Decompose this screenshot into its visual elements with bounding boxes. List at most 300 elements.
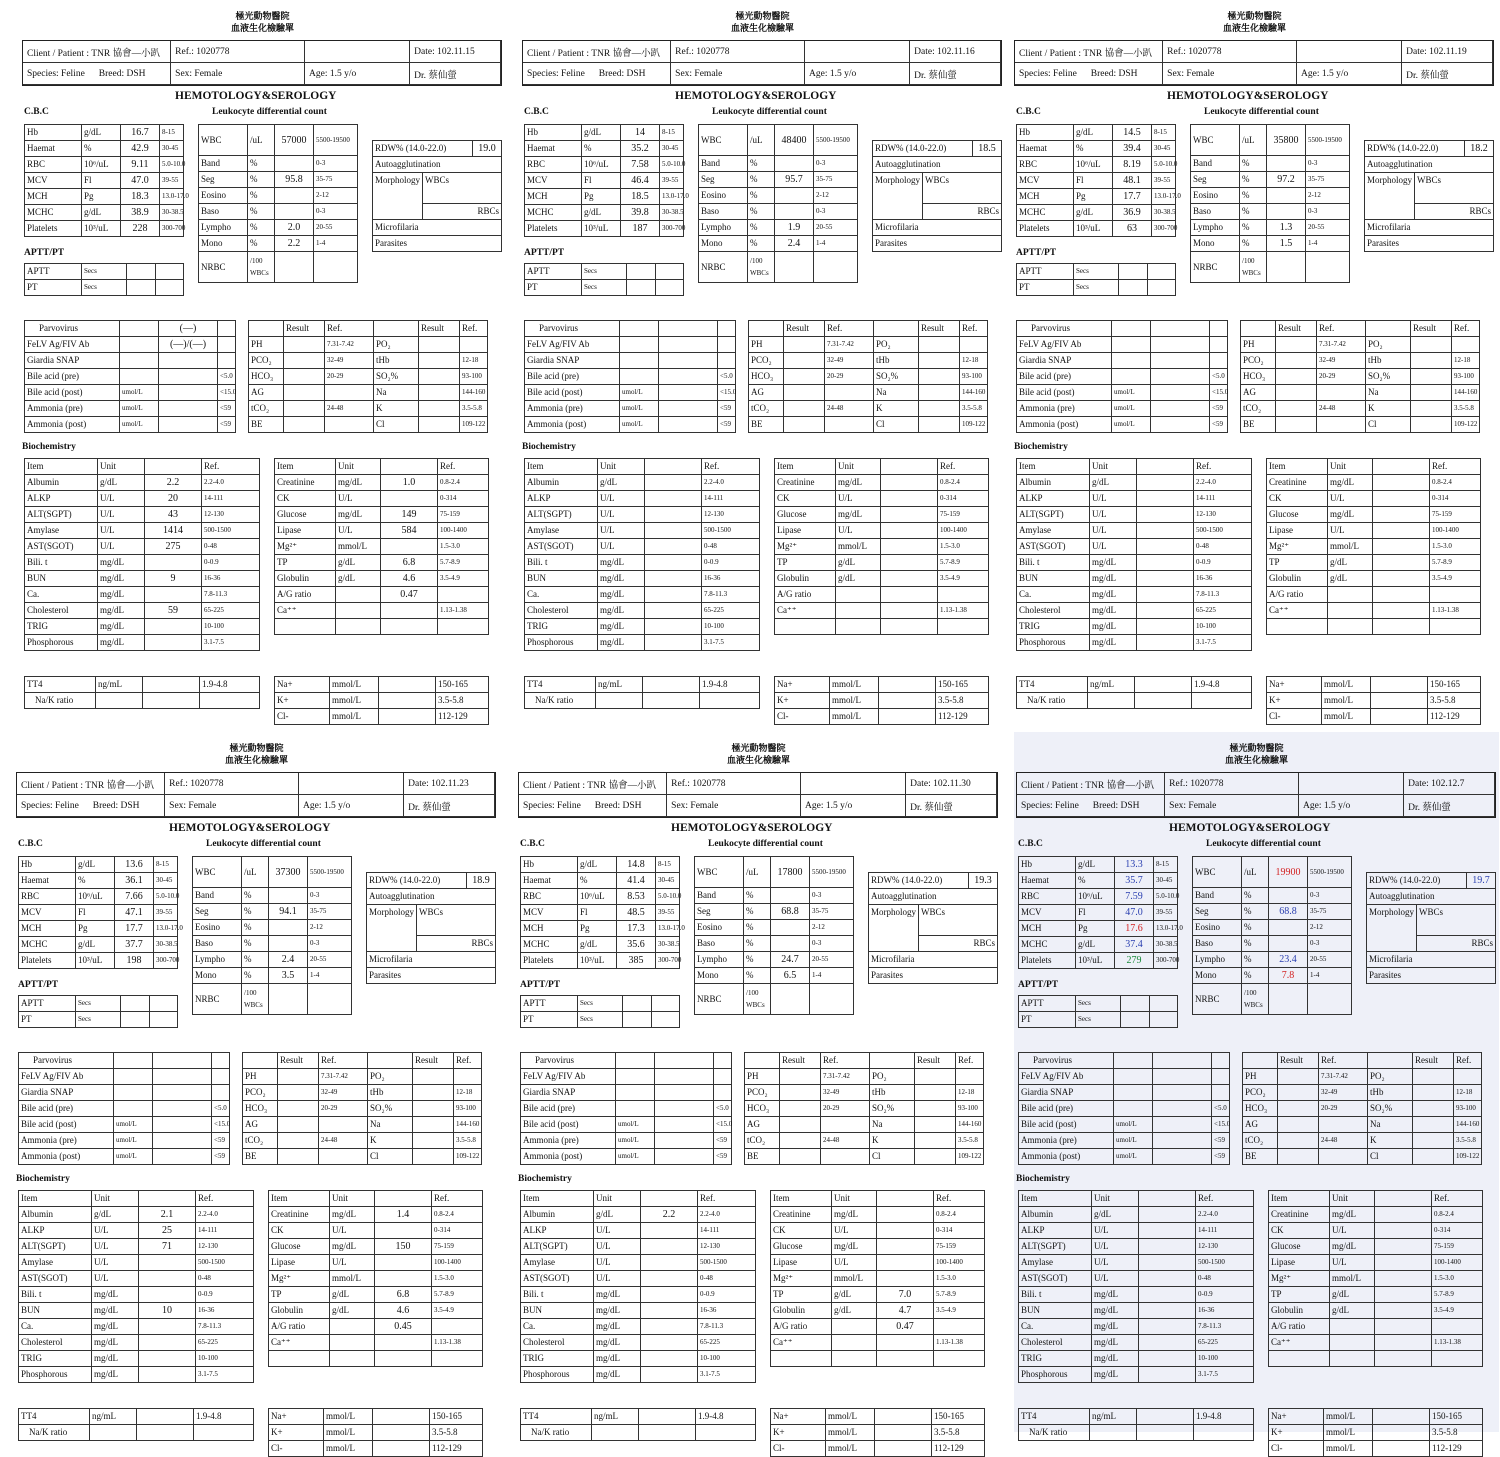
serology-ref: <5.0: [714, 1101, 732, 1117]
serology-unit: umol/L: [616, 1117, 655, 1133]
leuko-row: [699, 172, 858, 188]
serology-value: [659, 385, 718, 401]
gas-item2: Na: [870, 1117, 915, 1133]
bio-value: [641, 1335, 698, 1351]
gas-row: [749, 417, 988, 433]
microfilaria-label: Microfilaria: [1365, 220, 1494, 236]
serology-ref: <15.0: [218, 385, 236, 401]
nrbc-unit-bottom: WBCs: [746, 1001, 765, 1009]
gas-item: HCO₃: [243, 1101, 278, 1117]
elec-unit: mmol/L: [830, 709, 879, 725]
leuko-title: Leukocyte differential count: [212, 107, 327, 117]
gas-result2: [919, 337, 960, 353]
bio-item: Mg²⁺: [269, 1271, 330, 1287]
leuko-item: Baso: [193, 936, 242, 952]
elec-unit: mmol/L: [1324, 1441, 1373, 1457]
serology-unit: [114, 1069, 153, 1085]
cbc-unit: 10³/uL: [82, 221, 121, 237]
cbc-value: 37.7: [115, 937, 154, 953]
bio-row: [775, 539, 989, 555]
serology-value: [153, 1117, 212, 1133]
bio-unit: g/dL: [1328, 571, 1373, 587]
parasites-label: Parasites: [367, 968, 496, 984]
serology-row: [521, 1117, 732, 1133]
serology-row: [1019, 1133, 1230, 1149]
leuko-ref: 1-4: [1306, 236, 1350, 252]
cbc-ref: 39-55: [160, 173, 184, 189]
bio-ref: 0.8-2.4: [938, 475, 989, 491]
wbc-value: 57000: [275, 125, 314, 156]
nak-value: [1135, 693, 1192, 709]
bio-value: [381, 619, 438, 635]
bio-value: 584: [381, 523, 438, 539]
hemo-section-title: HEMOTOLOGY&SEROLOGY: [169, 822, 331, 834]
gas-ref2: 93-100: [960, 369, 988, 385]
gas-ref: [1319, 1117, 1368, 1133]
cbc-unit: Pg: [1074, 189, 1113, 205]
gas-item: HCO₃: [749, 369, 784, 385]
bio-item: Mg²⁺: [775, 539, 836, 555]
date-field: Date: 102.11.19: [1402, 41, 1493, 63]
bio-ref: 0-314: [934, 1223, 985, 1239]
bio-item: Ca.: [1019, 1319, 1092, 1335]
secs-unit: Secs: [82, 280, 127, 296]
gas-ref2: 12-18: [460, 353, 488, 369]
form-title: 血液生化檢驗單: [230, 23, 294, 33]
bio-row: [269, 1223, 483, 1239]
nrbc-unit-bottom: WBCs: [1244, 1001, 1263, 1009]
cbc-value: 279: [1115, 953, 1154, 969]
wbc-label: WBC: [193, 857, 242, 888]
cbc-row: [1019, 873, 1178, 889]
leuko-unit: %: [744, 888, 771, 904]
bio-value: 25: [139, 1223, 196, 1239]
bio-item: CK: [269, 1223, 330, 1239]
elec-ref: 112-129: [936, 709, 989, 725]
serology-row: [25, 385, 236, 401]
gas-ref2: 109-122: [460, 417, 488, 433]
bio-head-unit: Unit: [1092, 1191, 1139, 1207]
species-value: Species: Feline: [527, 68, 585, 79]
gas-header-row: [1241, 321, 1480, 337]
bio-item: TRIG: [1019, 1351, 1092, 1367]
hospital-name: 極光動物醫院: [235, 11, 290, 21]
serology-unit: [620, 353, 659, 369]
gas-item2: Cl: [374, 417, 419, 433]
nrbc-value: [275, 252, 314, 283]
serology-unit: [616, 1085, 655, 1101]
leuko-value: 97.2: [1267, 172, 1306, 188]
serology-ref: [218, 353, 236, 369]
gas-item: PH: [749, 337, 784, 353]
bio-item: Glucose: [1269, 1239, 1330, 1255]
serology-unit: [1114, 1069, 1153, 1085]
leuko-row: [695, 968, 854, 984]
blank-field: [805, 41, 910, 63]
gas-row: [749, 385, 988, 401]
gas-ref2: 3.5-5.8: [960, 401, 988, 417]
electrolyte-row: [1267, 709, 1481, 725]
leukocyte-table: [1190, 124, 1350, 283]
aptt-title: APTT/PT: [24, 248, 65, 258]
biochem-right-table: [1268, 1190, 1483, 1367]
gas-ref2: 3.5-5.8: [956, 1133, 984, 1149]
bio-item: Ca⁺⁺: [775, 603, 836, 619]
wbc-label: WBC: [1191, 125, 1240, 156]
cbc-row: [19, 857, 178, 873]
cbc-row: [521, 873, 680, 889]
bio-item: TRIG: [521, 1351, 594, 1367]
cbc-unit: Pg: [82, 189, 121, 205]
bio-unit: U/L: [1090, 539, 1137, 555]
bio-head-item: Item: [275, 459, 336, 475]
wbcs-label: WBCs: [1417, 905, 1496, 936]
bio-ref: 7.8-11.3: [702, 587, 760, 603]
gas-result: [278, 1117, 319, 1133]
bio-ref: 3.1-7.5: [1196, 1367, 1254, 1383]
nak-label: Na/K ratio: [521, 1425, 592, 1441]
bio-item: ALT(SGPT): [525, 507, 598, 523]
gas-item2: PO₂: [874, 337, 919, 353]
nak-label: Na/K ratio: [19, 1425, 90, 1441]
serology-unit: [120, 353, 159, 369]
blood-gas-table: [248, 320, 488, 433]
gas-ref: [821, 1117, 870, 1133]
cbc-row: [25, 189, 184, 205]
bio-row: [275, 587, 489, 603]
gas-result: [780, 1085, 821, 1101]
leuko-title: Leukocyte differential count: [1206, 839, 1321, 849]
leuko-row: [1193, 952, 1352, 968]
bio-row: [1019, 1287, 1254, 1303]
cbc-ref: 8-15: [160, 125, 184, 141]
cbc-item: MCV: [521, 905, 578, 921]
bio-unit: g/dL: [1092, 1207, 1139, 1223]
gas-ref: 24-48: [1317, 401, 1366, 417]
bio-item: [775, 619, 836, 635]
gas-ref: 20-29: [319, 1101, 368, 1117]
gas-result2: [1411, 369, 1452, 385]
cbc-row: [521, 937, 680, 953]
serology-value: [1153, 1085, 1212, 1101]
bio-item: Globulin: [775, 571, 836, 587]
bio-row: [1267, 523, 1481, 539]
bio-ref: 10-100: [702, 619, 760, 635]
aptt-value: [1119, 280, 1148, 296]
bio-unit: mg/dL: [1090, 587, 1137, 603]
serology-value: [153, 1053, 212, 1069]
cbc-row: [1017, 141, 1176, 157]
gas-ref: [1317, 417, 1366, 433]
bio-item: ALKP: [521, 1223, 594, 1239]
bio-value: [877, 1255, 934, 1271]
bio-item: Glucose: [775, 507, 836, 523]
bio-row: [1269, 1223, 1483, 1239]
serology-unit: [620, 321, 659, 337]
serology-item: Giardia SNAP: [1019, 1085, 1114, 1101]
bio-value: [375, 1335, 432, 1351]
bio-row: [1017, 619, 1252, 635]
gas-item: AG: [1241, 385, 1276, 401]
microfilaria-label: Microfilaria: [869, 952, 998, 968]
gas-ref2: 144-160: [460, 385, 488, 401]
bio-row: [275, 475, 489, 491]
bio-ref: 7.8-11.3: [1196, 1319, 1254, 1335]
cbc-item: Haemat: [1019, 873, 1076, 889]
cbc-item: Platelets: [1017, 221, 1074, 237]
wbc-label: WBC: [695, 857, 744, 888]
bio-unit: mg/dL: [98, 587, 145, 603]
bio-row: [521, 1367, 756, 1383]
cbc-ref: 300-700: [160, 221, 184, 237]
serology-ref: [718, 353, 736, 369]
gas-head-ref: Ref.: [821, 1053, 870, 1069]
cbc-row: [25, 157, 184, 173]
gas-result: [780, 1101, 821, 1117]
serology-item: Ammonia (pre): [1019, 1133, 1114, 1149]
serology-row: [521, 1149, 732, 1165]
elec-unit: mmol/L: [826, 1409, 875, 1425]
serology-row: [525, 385, 736, 401]
bio-unit: mg/dL: [1090, 619, 1137, 635]
pt-label: PT: [1019, 1012, 1076, 1028]
bio-value: [645, 475, 702, 491]
bio-item: Albumin: [1017, 475, 1090, 491]
bio-item: Albumin: [521, 1207, 594, 1223]
serology-ref: [212, 1085, 230, 1101]
bio-unit: mg/dL: [92, 1351, 139, 1367]
bio-value: [139, 1335, 196, 1351]
aptt-value: [1119, 264, 1148, 280]
bio-unit: U/L: [330, 1223, 375, 1239]
serology-value: [1153, 1069, 1212, 1085]
bio-item: CK: [1267, 491, 1328, 507]
bio-unit: g/dL: [832, 1287, 877, 1303]
electrolyte-table: [774, 676, 989, 725]
bio-ref: 75-159: [1432, 1239, 1483, 1255]
cbc-unit: %: [76, 873, 115, 889]
bio-row: [19, 1319, 254, 1335]
bio-value: [1137, 491, 1194, 507]
elec-item: Na+: [1267, 677, 1322, 693]
serology-item: Bile acid (post): [25, 385, 120, 401]
gas-ref: [325, 385, 374, 401]
bio-unit: mg/dL: [832, 1239, 877, 1255]
bio-value: [139, 1287, 196, 1303]
parasites-row: [869, 968, 998, 984]
gas-result: [784, 401, 825, 417]
elec-value: [1373, 1425, 1430, 1441]
bio-value: 7.0: [877, 1287, 934, 1303]
serology-item: Ammonia (post): [1017, 417, 1112, 433]
serology-unit: [620, 369, 659, 385]
serology-row: [1017, 385, 1228, 401]
bio-value: 2.2: [641, 1207, 698, 1223]
bio-row: [525, 635, 760, 651]
bio-header-row: [25, 459, 260, 475]
cbc-item: Haemat: [25, 141, 82, 157]
bio-ref: 14-111: [698, 1223, 756, 1239]
bio-value: [881, 603, 938, 619]
bio-value: [1137, 603, 1194, 619]
bio-item: Phosphorous: [1019, 1367, 1092, 1383]
patient-info-box: [518, 772, 998, 818]
serology-row: [525, 401, 736, 417]
gas-result2: [1411, 401, 1452, 417]
rdw-row: [1367, 873, 1496, 889]
bio-unit: [832, 1335, 877, 1351]
cbc-ref: 39-55: [1154, 905, 1178, 921]
bio-unit: U/L: [594, 1255, 641, 1271]
bio-unit: mg/dL: [598, 635, 645, 651]
serology-item: Ammonia (pre): [525, 401, 620, 417]
bio-value: [1373, 523, 1430, 539]
gas-row: [745, 1085, 984, 1101]
bio-row: [275, 555, 489, 571]
bio-item: TP: [1267, 555, 1328, 571]
serology-ref: <59: [218, 417, 236, 433]
leuko-item: Baso: [1193, 936, 1242, 952]
gas-row: [745, 1069, 984, 1085]
aptt-title: APTT/PT: [1016, 248, 1057, 258]
gas-ref2: [454, 1069, 482, 1085]
gas-head-blank: [243, 1053, 278, 1069]
leuko-row: [699, 236, 858, 252]
bio-value: [139, 1367, 196, 1383]
wbc-ref: 5500-19500: [1306, 125, 1350, 156]
cbc-ref: 30-38.5: [160, 205, 184, 221]
nrbc-label: NRBC: [193, 984, 242, 1015]
bio-head-ref: Ref.: [1194, 459, 1252, 475]
bio-value: 10: [139, 1303, 196, 1319]
bio-item: Lipase: [1267, 523, 1328, 539]
wbc-value: 37300: [269, 857, 308, 888]
bio-item: AST(SGOT): [19, 1271, 92, 1287]
bio-value: [1139, 1207, 1196, 1223]
gas-ref: 20-29: [825, 369, 874, 385]
bio-item: Albumin: [525, 475, 598, 491]
bio-title: Biochemistry: [1014, 442, 1068, 452]
bio-value: [1375, 1271, 1432, 1287]
serology-item: Bile acid (pre): [19, 1101, 114, 1117]
gas-ref: 32-49: [1317, 353, 1366, 369]
cbc-unit: g/dL: [76, 857, 115, 873]
bio-unit: U/L: [594, 1223, 641, 1239]
gas-ref2: 12-18: [454, 1085, 482, 1101]
bio-ref: 3.5-4.9: [438, 571, 489, 587]
cbc-item: MCV: [25, 173, 82, 189]
cbc-item: RBC: [19, 889, 76, 905]
bio-head-ref: Ref.: [1432, 1191, 1483, 1207]
ref-field: Ref.: 1020778: [171, 41, 305, 63]
bio-head-unit: Unit: [598, 459, 645, 475]
gas-result2: [419, 417, 460, 433]
bio-item: CK: [775, 491, 836, 507]
nak-label: Na/K ratio: [1019, 1425, 1090, 1441]
serology-value: [655, 1117, 714, 1133]
aptt-value: [127, 264, 156, 280]
bio-unit: U/L: [598, 507, 645, 523]
serology-row: [1019, 1085, 1230, 1101]
cbc-value: 35.6: [617, 937, 656, 953]
cbc-value: 9.11: [121, 157, 160, 173]
bio-value: 2.2: [145, 475, 202, 491]
bio-value: [881, 475, 938, 491]
serology-row: [25, 321, 236, 337]
bio-row: [1017, 587, 1252, 603]
elec-ref: 150-165: [430, 1409, 483, 1425]
cbc-item: RBC: [525, 157, 582, 173]
nrbc-unit: [748, 252, 775, 283]
cbc-row: [525, 221, 684, 237]
rdw-label: RDW% (14.0-22.0): [373, 141, 473, 157]
cbc-value: 187: [621, 221, 660, 237]
doctor-field: Dr. 蔡仙螢: [404, 795, 495, 817]
serology-row: [1017, 417, 1228, 433]
bio-ref: 14-111: [702, 491, 760, 507]
cbc-row: [25, 173, 184, 189]
leuko-unit: %: [1240, 204, 1267, 220]
gas-item: PH: [249, 337, 284, 353]
aptt-extra: [155, 264, 184, 280]
elec-unit: mmol/L: [1324, 1425, 1373, 1441]
date-field: Date: 102.11.23: [404, 773, 495, 795]
gas-item: PCO₂: [745, 1085, 780, 1101]
cbc-unit: g/dL: [582, 205, 621, 221]
bio-item: Ca⁺⁺: [275, 603, 336, 619]
bio-row: [521, 1223, 756, 1239]
serology-value: [655, 1133, 714, 1149]
gas-ref: 7.31-7.42: [1319, 1069, 1368, 1085]
bio-row: [525, 603, 760, 619]
bio-item: Creatinine: [775, 475, 836, 491]
serology-item: FeLV Ag/FIV Ab: [1019, 1069, 1114, 1085]
gas-row: [1243, 1149, 1482, 1165]
serology-value: [1153, 1133, 1212, 1149]
bio-row: [19, 1223, 254, 1239]
cbc-row: [19, 953, 178, 969]
cbc-ref: 13.0-17.0: [160, 189, 184, 205]
aptt-row: [1019, 996, 1178, 1012]
bio-header-row: [525, 459, 760, 475]
gas-ref: [319, 1117, 368, 1133]
gas-item: PCO₂: [243, 1085, 278, 1101]
bio-unit: mg/dL: [594, 1351, 641, 1367]
leuko-ref: 2-12: [308, 920, 352, 936]
bio-ref: 0-314: [432, 1223, 483, 1239]
bio-value: [881, 539, 938, 555]
bio-unit: U/L: [1092, 1223, 1139, 1239]
cbc-value: 36.9: [1113, 205, 1152, 221]
bio-unit: [330, 1351, 375, 1367]
leuko-row: [1193, 904, 1352, 920]
cbc-row: [1017, 189, 1176, 205]
bio-unit: g/dL: [1330, 1287, 1375, 1303]
electrolyte-table: [1266, 676, 1481, 725]
gas-item: HCO₃: [745, 1101, 780, 1117]
bio-ref: 2.2-4.0: [702, 475, 760, 491]
electrolyte-row: [269, 1409, 483, 1425]
bio-row: [19, 1271, 254, 1287]
bio-ref: 12-130: [1194, 507, 1252, 523]
bio-unit: g/dL: [1328, 555, 1373, 571]
bio-ref: 5.7-8.9: [1430, 555, 1481, 571]
bio-value: 6.8: [381, 555, 438, 571]
bio-ref: 10-100: [698, 1351, 756, 1367]
bio-ref: [438, 587, 489, 603]
bio-unit: mg/dL: [1090, 635, 1137, 651]
bio-unit: mg/dL: [598, 619, 645, 635]
